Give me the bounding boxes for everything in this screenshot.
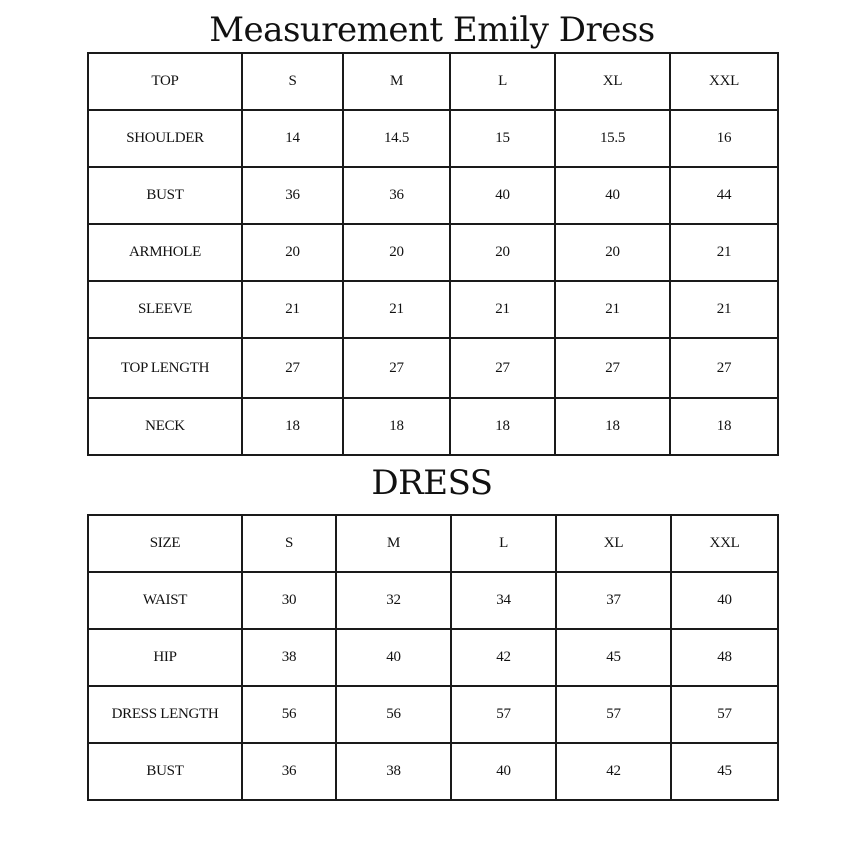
row-label: SLEEVE xyxy=(88,281,242,338)
table-cell: 21 xyxy=(343,281,450,338)
table-cell: 14 xyxy=(242,110,343,167)
table-cell: 32 xyxy=(336,572,451,629)
table-cell: 40 xyxy=(451,743,556,800)
table-cell: 21 xyxy=(555,281,670,338)
row-label: NECK xyxy=(88,398,242,455)
table-cell: 18 xyxy=(555,398,670,455)
table-cell: 27 xyxy=(450,338,555,398)
header-cell: TOP xyxy=(88,53,242,110)
table-cell: 27 xyxy=(670,338,778,398)
table-cell: 34 xyxy=(451,572,556,629)
table-cell: 44 xyxy=(670,167,778,224)
table-cell: 57 xyxy=(671,686,778,743)
header-cell: XL xyxy=(555,53,670,110)
table-cell: 40 xyxy=(336,629,451,686)
table-cell: 21 xyxy=(670,281,778,338)
table-cell: 20 xyxy=(555,224,670,281)
table-cell: 27 xyxy=(242,338,343,398)
table-cell: 30 xyxy=(242,572,336,629)
table-header-row xyxy=(88,515,778,572)
row-label: HIP xyxy=(88,629,242,686)
table-cell: 18 xyxy=(670,398,778,455)
table-row xyxy=(88,281,778,338)
table-cell: 21 xyxy=(242,281,343,338)
table-cell: 45 xyxy=(556,629,671,686)
header-cell: XXL xyxy=(671,515,778,572)
header-cell: M xyxy=(343,53,450,110)
table-cell: 16 xyxy=(670,110,778,167)
table-row xyxy=(88,572,778,629)
table-cell: 21 xyxy=(450,281,555,338)
table-row xyxy=(88,629,778,686)
table-cell: 42 xyxy=(556,743,671,800)
table-cell: 18 xyxy=(242,398,343,455)
table-cell: 38 xyxy=(336,743,451,800)
table-row xyxy=(88,686,778,743)
table-cell: 37 xyxy=(556,572,671,629)
table-cell: 48 xyxy=(671,629,778,686)
row-label: WAIST xyxy=(88,572,242,629)
table-cell: 27 xyxy=(343,338,450,398)
table-cell: 15.5 xyxy=(555,110,670,167)
table-cell: 57 xyxy=(556,686,671,743)
table-cell: 20 xyxy=(450,224,555,281)
table-cell: 45 xyxy=(671,743,778,800)
section-title-dress: DRESS xyxy=(371,463,493,503)
table-cell: 40 xyxy=(671,572,778,629)
table-cell: 20 xyxy=(343,224,450,281)
table-cell: 42 xyxy=(451,629,556,686)
table-cell: 36 xyxy=(343,167,450,224)
dress-measurement-table xyxy=(87,514,779,801)
row-label: BUST xyxy=(88,167,242,224)
row-label: SHOULDER xyxy=(88,110,242,167)
table-cell: 18 xyxy=(450,398,555,455)
table-row xyxy=(88,224,778,281)
header-cell: S xyxy=(242,53,343,110)
header-cell: SIZE xyxy=(88,515,242,572)
header-cell: S xyxy=(242,515,336,572)
table-cell: 38 xyxy=(242,629,336,686)
row-label: ARMHOLE xyxy=(88,224,242,281)
table-header-row xyxy=(88,53,778,110)
row-label: TOP LENGTH xyxy=(88,338,242,398)
header-cell: XXL xyxy=(670,53,778,110)
table-cell: 40 xyxy=(555,167,670,224)
table-row xyxy=(88,398,778,455)
table-cell: 15 xyxy=(450,110,555,167)
table-cell: 40 xyxy=(450,167,555,224)
table-cell: 56 xyxy=(336,686,451,743)
table-cell: 21 xyxy=(670,224,778,281)
table-cell: 20 xyxy=(242,224,343,281)
table-cell: 18 xyxy=(343,398,450,455)
table-row xyxy=(88,167,778,224)
table-cell: 36 xyxy=(242,167,343,224)
table-cell: 27 xyxy=(555,338,670,398)
header-cell: L xyxy=(450,53,555,110)
table-cell: 56 xyxy=(242,686,336,743)
header-cell: M xyxy=(336,515,451,572)
row-label: BUST xyxy=(88,743,242,800)
table-row xyxy=(88,743,778,800)
row-label: DRESS LENGTH xyxy=(88,686,242,743)
table-row xyxy=(88,338,778,398)
header-cell: L xyxy=(451,515,556,572)
header-cell: XL xyxy=(556,515,671,572)
top-measurement-table xyxy=(87,52,779,456)
table-cell: 36 xyxy=(242,743,336,800)
table-cell: 14.5 xyxy=(343,110,450,167)
page-title: Measurement Emily Dress xyxy=(209,10,655,50)
table-row xyxy=(88,110,778,167)
table-cell: 57 xyxy=(451,686,556,743)
